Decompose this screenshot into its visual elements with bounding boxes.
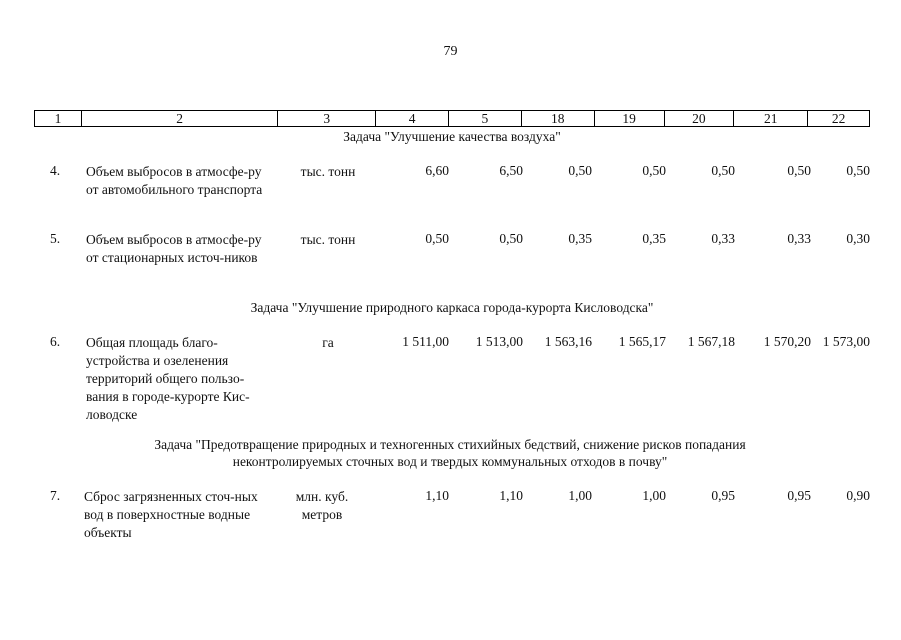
value-col-20: 0,95 (711, 488, 735, 503)
column-header-20: 20 (665, 111, 735, 126)
value-col-4: 6,60 (425, 163, 449, 178)
value-col-5: 1 513,00 (475, 334, 523, 349)
value-col-19: 0,35 (642, 231, 666, 246)
column-header-1: 1 (35, 111, 82, 126)
value-col-22: 0,50 (846, 163, 870, 178)
page-number: 79 (443, 44, 458, 59)
value-col-5: 6,50 (499, 163, 523, 178)
row-number: 5. (50, 231, 61, 246)
value-col-19: 1 565,17 (618, 334, 666, 349)
unit-of-measure: тыс. тонн (300, 232, 356, 247)
value-col-4: 1,10 (425, 488, 449, 503)
value-col-5: 0,50 (499, 231, 523, 246)
task-heading: Задача "Предотвращение природных и техногенных стихийных бедствий, снижение рисков попадания неконтролируемых сточных вод и твердых коммунальных отходов в почву" (154, 437, 746, 469)
value-col-19: 1,00 (642, 488, 666, 503)
unit-of-measure: тыс. тонн (300, 164, 356, 179)
value-col-19: 0,50 (642, 163, 666, 178)
task-heading: Задача "Улучшение природного каркаса города-курорта Кисловодска" (250, 300, 654, 315)
column-header-22: 22 (831, 111, 846, 126)
column-header-18: 18 (522, 111, 595, 126)
column-header-3: 3 (278, 111, 376, 126)
unit-of-measure: млн. куб. метров (295, 489, 349, 522)
indicator-name: Общая площадь благо-устройства и озеленения территорий общего пользо-вания в городе-курорте Кис-ловодске (86, 335, 250, 422)
column-header-4: 4 (376, 111, 449, 126)
value-col-21: 1 570,20 (763, 334, 811, 349)
value-col-18: 1,00 (568, 488, 592, 503)
row-number: 7. (50, 488, 61, 503)
value-col-18: 0,35 (568, 231, 592, 246)
row-number: 4. (50, 163, 61, 178)
indicator-name: Объем выбросов в атмосфе-ру от стационарных источ-ников (86, 232, 262, 265)
value-col-18: 0,50 (568, 163, 592, 178)
column-header-2: 2 (82, 111, 279, 126)
row-number: 6. (50, 334, 61, 349)
value-col-22: 0,90 (846, 488, 870, 503)
column-header-19: 19 (595, 111, 665, 126)
indicator-name: Объем выбросов в атмосфе-ру от автомобильного транспорта (86, 164, 263, 197)
task-heading: Задача "Улучшение качества воздуха" (343, 129, 561, 144)
value-col-5: 1,10 (499, 488, 523, 503)
value-col-20: 0,50 (711, 163, 735, 178)
value-col-22: 0,30 (846, 231, 870, 246)
indicator-name: Сброс загрязненных сточ-ных вод в поверхностные водные объекты (84, 489, 258, 540)
column-header-21: 21 (734, 111, 808, 126)
table-header (34, 110, 870, 127)
value-col-4: 1 511,00 (402, 334, 449, 349)
value-col-18: 1 563,16 (544, 334, 592, 349)
value-col-21: 0,50 (787, 163, 811, 178)
value-col-22: 1 573,00 (822, 334, 870, 349)
value-col-20: 0,33 (711, 231, 735, 246)
value-col-21: 0,33 (787, 231, 811, 246)
value-col-20: 1 567,18 (687, 334, 735, 349)
unit-of-measure: га (322, 335, 334, 350)
value-col-21: 0,95 (787, 488, 811, 503)
value-col-4: 0,50 (425, 231, 449, 246)
column-header-5: 5 (449, 111, 522, 126)
